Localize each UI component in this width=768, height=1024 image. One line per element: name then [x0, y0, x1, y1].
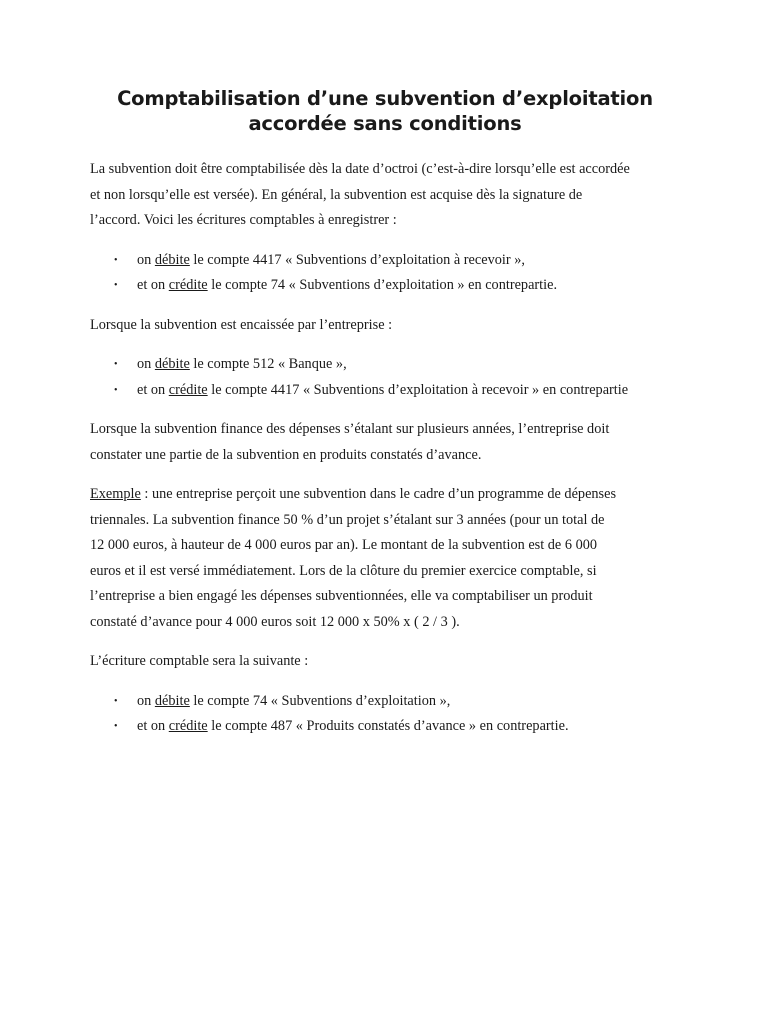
list-item [90, 689, 690, 715]
pluriannuel-paragraph [90, 417, 690, 468]
entry-verb: débite [154, 692, 190, 709]
example-paragraph [90, 482, 690, 635]
example-line: triennales. La subvention finance 50 % d’un projet s’étalant sur 3 années (pour un total de [90, 511, 605, 528]
entry-text: le compte 512 « Banque », [189, 356, 347, 372]
encaisse-paragraph [90, 313, 690, 339]
intro-line: l’accord. Voici les écritures comptables à enregistrer : [90, 212, 397, 228]
intro-line: La subvention doit être comptabilisée dès la date d’octroi (c’est-à-dire lorsqu’elle est accordée [90, 161, 630, 177]
example-line [90, 482, 690, 508]
example-line: l’entreprise a bien engagé les dépenses subventionnées, elle va comptabiliser un produit [90, 588, 593, 604]
entry-verb: débite [154, 251, 190, 268]
ecriture-paragraph [90, 649, 690, 675]
bullet-icon: • [114, 254, 118, 266]
entry-verb: crédite [168, 718, 208, 734]
entry-text: le compte 487 « Produits constatés d’avance » en contrepartie. [207, 718, 569, 734]
bullet-icon: • [114, 384, 118, 396]
entries-list-1 [90, 248, 690, 299]
pluriannuel-line: constater une partie de la subvention en produits constatés d’avance. [90, 446, 482, 463]
entries-list-3 [90, 689, 690, 740]
entry-prefix: on [137, 356, 155, 372]
entry-prefix: et on [137, 718, 169, 734]
document-title [90, 86, 690, 136]
bullet-icon: • [114, 280, 118, 291]
list-item [90, 378, 690, 404]
entry-text: le compte 4417 « Subventions d’exploitation à recevoir », [189, 251, 525, 268]
entry-text: le compte 74 « Subventions d’exploitation » en contrepartie. [207, 277, 558, 293]
entry-text: le compte 4417 « Subventions d’exploitation à recevoir » en contrepartie [207, 381, 629, 398]
entry-verb: débite [154, 356, 190, 372]
entries-list-2 [90, 352, 690, 403]
ecriture-line: L’écriture comptable sera la suivante : [90, 653, 309, 669]
entry-verb: crédite [168, 277, 208, 293]
entry-verb: crédite [168, 381, 208, 398]
example-text: : une entreprise perçoit une subvention dans le cadre d’un programme de dépenses [140, 486, 617, 502]
title-line-2: accordée sans conditions [248, 112, 522, 135]
list-item [90, 714, 690, 740]
example-line: 12 000 euros, à hauteur de 4 000 euros par an). Le montant de la subvention est de 6 000 [90, 537, 598, 553]
title-line-1: Comptabilisation d’une subvention d’exploitation [117, 87, 653, 110]
entry-prefix: et on [137, 381, 169, 398]
entry-text: le compte 74 « Subventions d’exploitation », [189, 692, 451, 709]
pluriannuel-line: Lorsque la subvention finance des dépenses s’étalant sur plusieurs années, l’entreprise doit [90, 421, 610, 437]
intro-paragraph [90, 157, 690, 234]
bullet-icon: • [114, 359, 118, 370]
list-item [90, 248, 690, 274]
encaisse-line: Lorsque la subvention est encaissée par l’entreprise : [90, 316, 393, 333]
bullet-icon: • [114, 695, 118, 707]
bullet-icon: • [114, 721, 118, 732]
list-item [90, 273, 690, 299]
example-label: Exemple [90, 486, 141, 502]
entry-prefix: on [137, 692, 155, 709]
intro-line: et non lorsqu’elle est versée). En général, la subvention est acquise dès la signature de [90, 186, 583, 203]
list-item [90, 352, 690, 378]
example-line: constaté d’avance pour 4 000 euros soit 12 000 x 50% x ( 2 / 3 ). [90, 613, 460, 630]
entry-prefix: on [137, 251, 155, 268]
example-line: euros et il est versé immédiatement. Lors de la clôture du premier exercice comptable, si [90, 562, 597, 579]
entry-prefix: et on [137, 277, 169, 293]
